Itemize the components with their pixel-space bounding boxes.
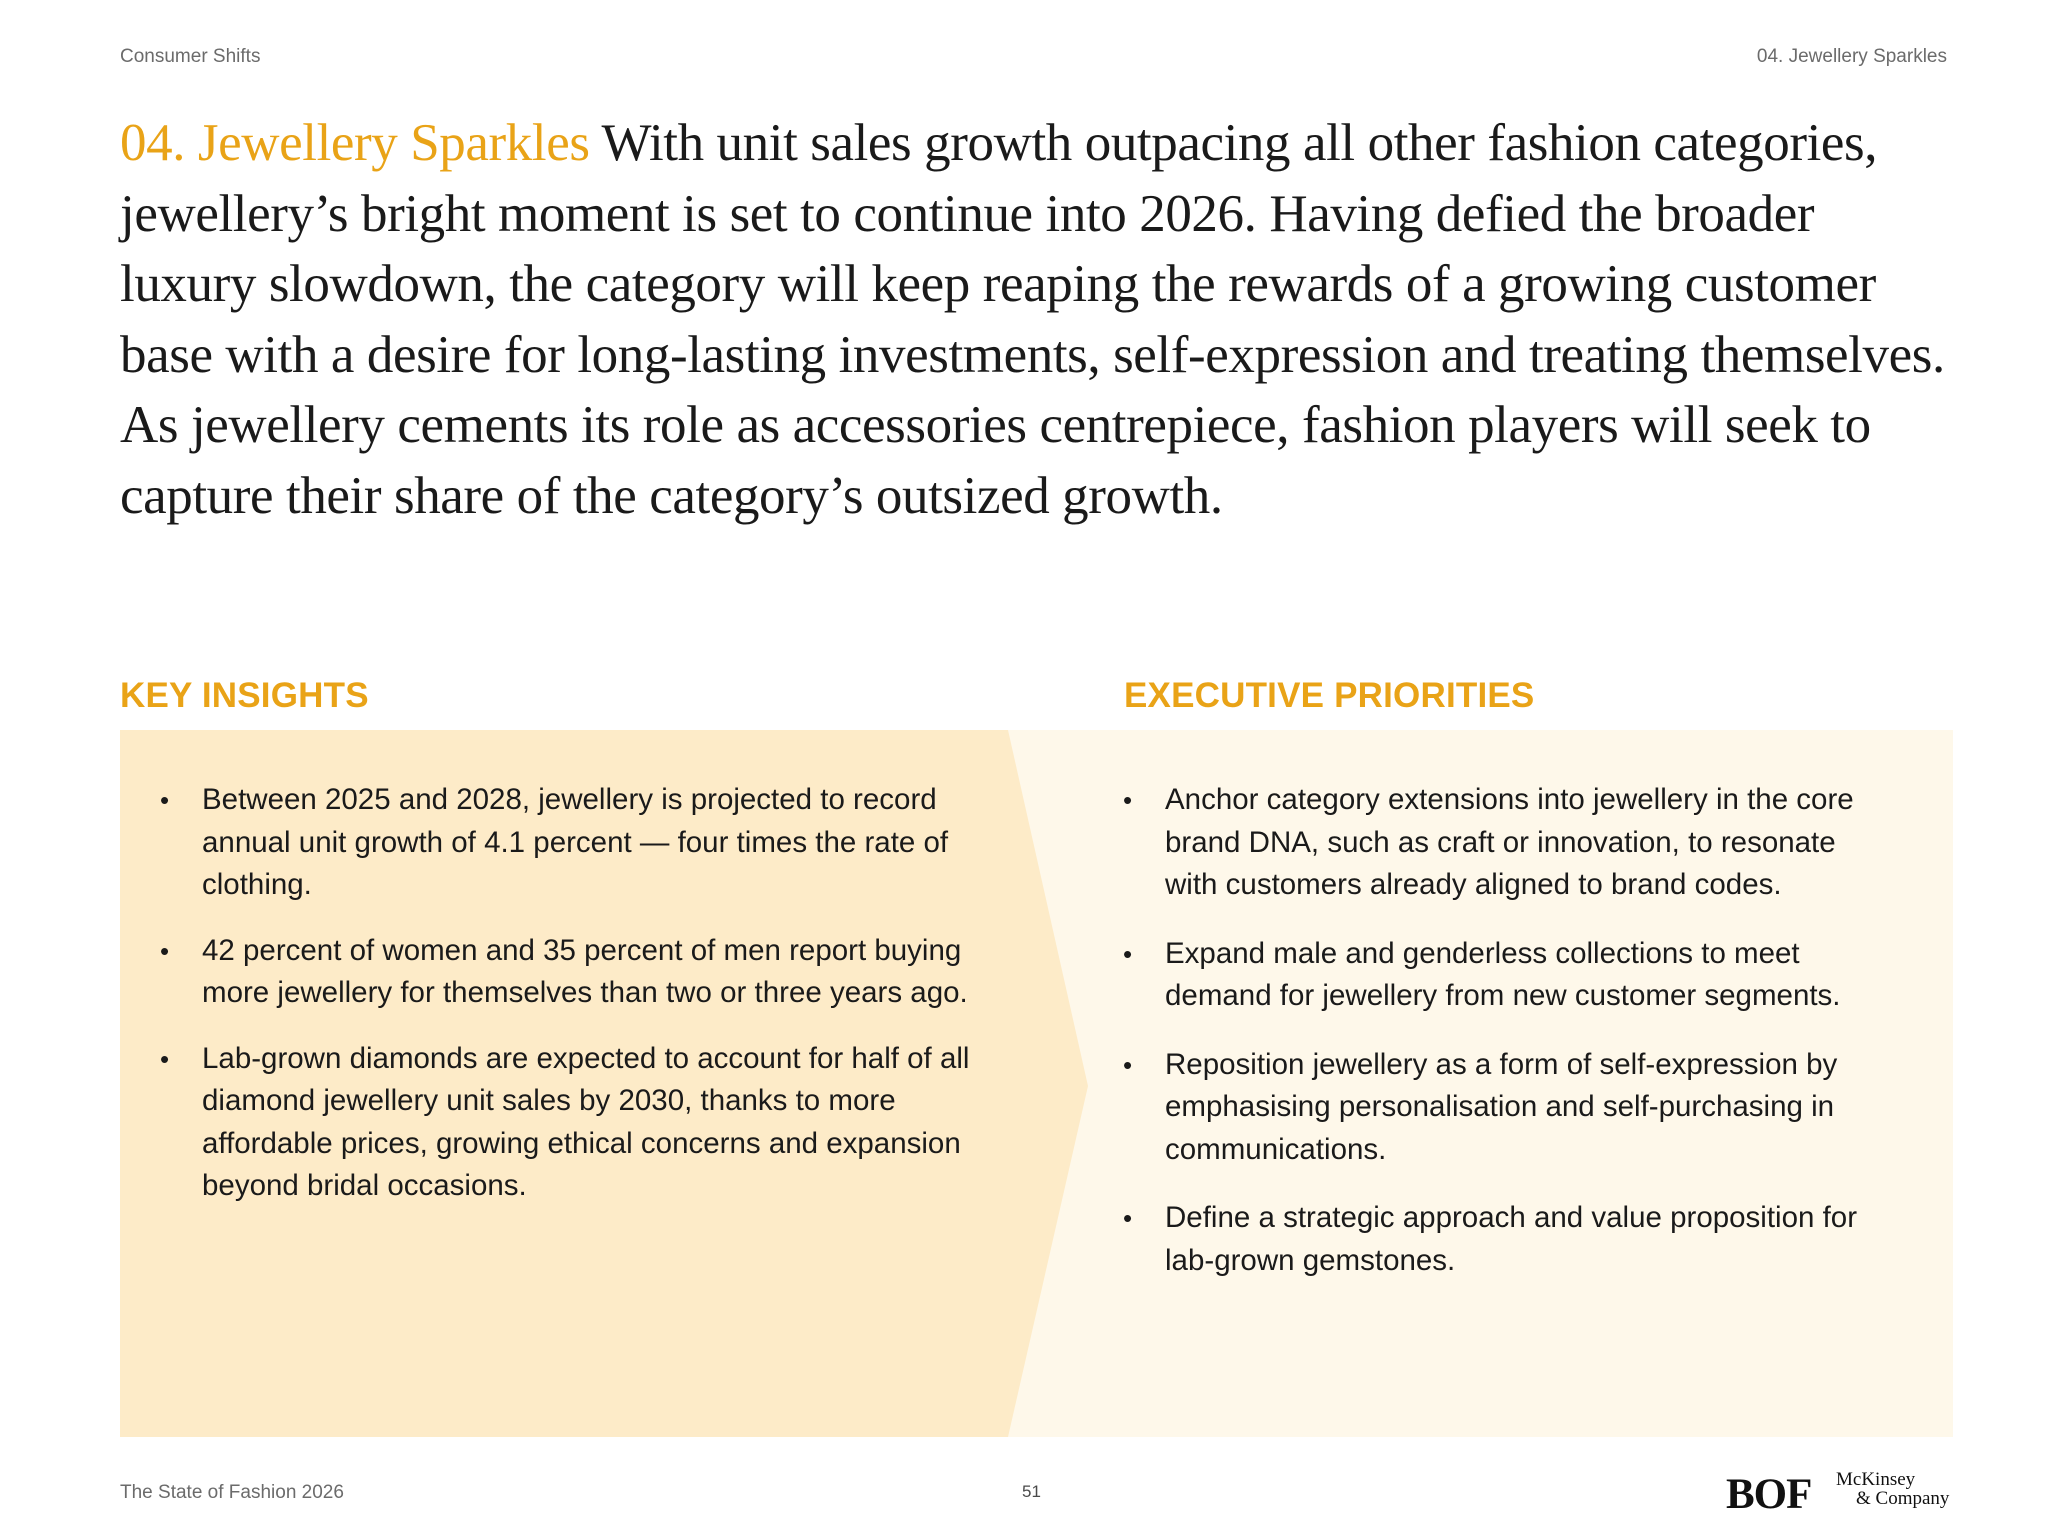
priority-item: • Anchor category extensions into jewellery in the core brand DNA, such as craft or innovation, to resonate with customers already aligned to brand codes. [1083,779,1893,907]
priority-item: • Reposition jewellery as a form of self-expression by emphasising personalisation and self-purchasing in communications. [1083,1044,1893,1172]
insight-item: • 42 percent of women and 35 percent of men report buying more jewellery for themselves than two or three years ago. [120,930,1000,1015]
key-insights-heading: KEY INSIGHTS [120,676,369,715]
mckinsey-logo [1836,1470,1949,1508]
insight-item: • Between 2025 and 2028, jewellery is projected to record annual unit growth of 4.1 percent — four times the rate of clothing. [120,779,1000,907]
executive-priorities-list [1083,779,1893,1308]
key-insights-list [120,779,1000,1231]
executive-priorities-heading: EXECUTIVE PRIORITIES [1124,676,1535,715]
lede-text: With unit sales growth outpacing all other fashion categories, jewellery’s bright moment is set to continue into 2026. Having defied the broader luxury slowdown, the category will keep reaping the rewards of a growing customer base with a desire for long-lasting investments, self-expression and treating themselves. As jewellery cements its role as accessories centrepiece, fashion players will seek to capture their share of the category’s outsized growth. [120,114,1945,525]
priority-item: • Define a strategic approach and value proposition for lab-grown gemstones. [1083,1197,1893,1282]
priority-item: • Expand male and genderless collections to meet demand for jewellery from new customer segments. [1083,933,1893,1018]
mckinsey-logo-line2: & Company [1856,1488,1950,1509]
running-head-section: Consumer Shifts [120,46,261,67]
bof-logo: BOF [1726,1471,1812,1518]
chapter-lede [120,108,1960,531]
running-head-chapter: 04. Jewellery Sparkles [1756,46,1947,67]
insight-item: • Lab-grown diamonds are expected to account for half of all diamond jewellery unit sales by 2030, thanks to more affordable prices, growing ethical concerns and expansion beyond bridal occasions. [120,1038,1000,1208]
chapter-title: 04. Jewellery Sparkles [120,114,590,172]
mckinsey-logo-line1: McKinsey [1836,1469,1916,1490]
page-number: 51 [1022,1482,1041,1501]
footer-report-title: The State of Fashion 2026 [120,1482,344,1503]
